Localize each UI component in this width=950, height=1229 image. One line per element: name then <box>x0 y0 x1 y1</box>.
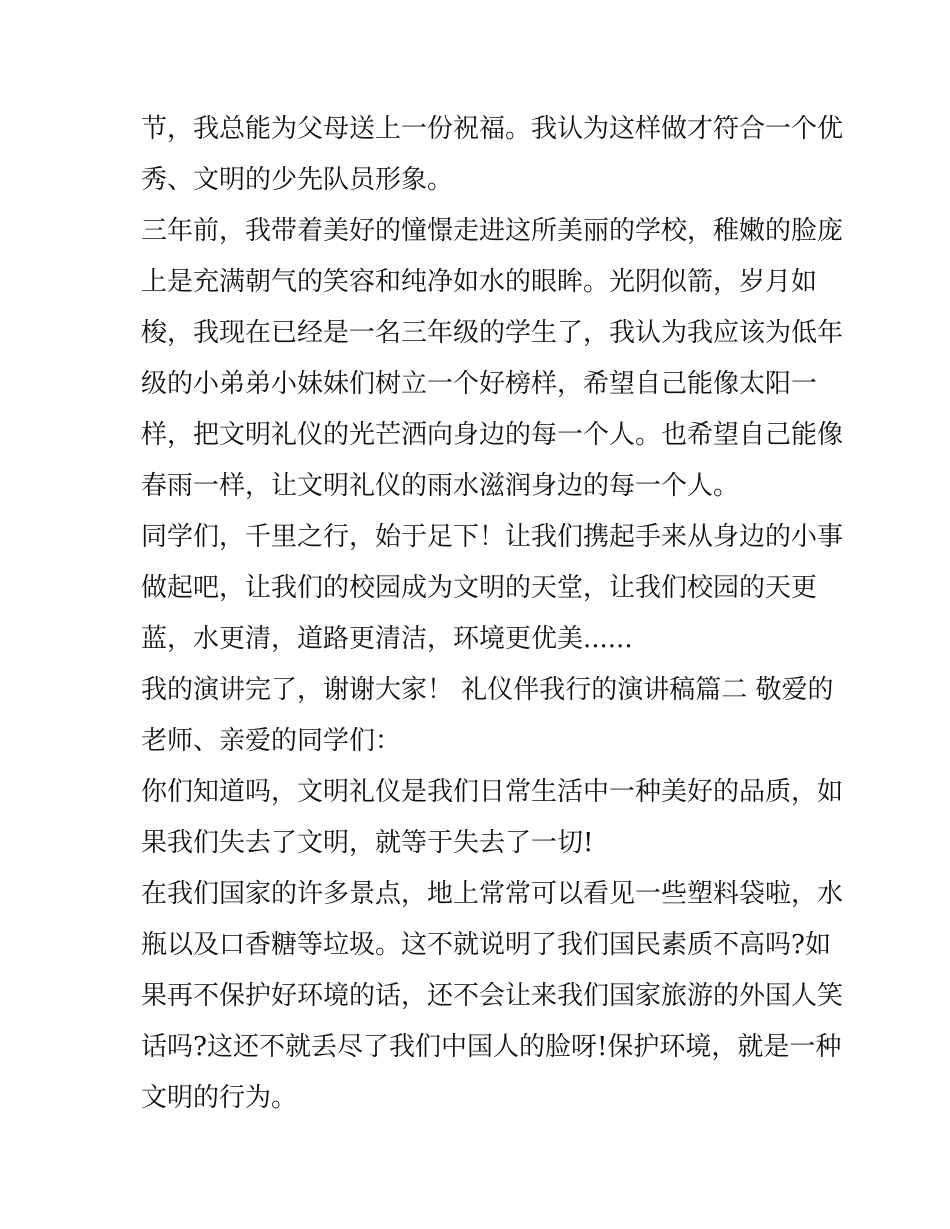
text-line: 瓶以及口香糖等垃圾。这不就说明了我们国民素质不高吗?如 <box>141 930 831 960</box>
document-body <box>141 104 844 1124</box>
text-line: 级的小弟弟小妹妹们树立一个好榜样，希望自己能像太阳一 <box>141 369 818 399</box>
text-line: 三年前，我带着美好的憧憬走进这所美丽的学校，稚嫩的脸庞 <box>141 216 844 246</box>
text-line: 样，把文明礼仪的光芒洒向身边的每一个人。也希望自己能像 <box>141 420 844 450</box>
text-line: 话吗?这还不就丢尽了我们中国人的脸呀!保护环境，就是一种 <box>141 1032 842 1062</box>
text-line: 同学们，千里之行，始于足下！让我们携起手来从身边的小事 <box>141 522 844 552</box>
text-line: 春雨一样，让文明礼仪的雨水滋润身边的每一个人。 <box>141 471 740 501</box>
text-line: 在我们国家的许多景点，地上常常可以看见一些塑料袋啦，水 <box>141 879 844 909</box>
text-line: 老师、亲爱的同学们： <box>141 726 402 756</box>
text-line: 秀、文明的少先队员形象。 <box>141 165 454 195</box>
text-line: 我的演讲完了，谢谢大家！ 礼仪伴我行的演讲稿篇二 敬爱的 <box>141 675 834 705</box>
text-line: 果再不保护好环境的话，还不会让来我们国家旅游的外国人笑 <box>141 981 844 1011</box>
text-line: 果我们失去了文明，就等于失去了一切! <box>141 828 594 858</box>
text-line: 梭，我现在已经是一名三年级的学生了，我认为我应该为低年 <box>141 318 844 348</box>
text-line: 你们知道吗，文明礼仪是我们日常生活中一种美好的品质，如 <box>141 777 844 807</box>
text-line: 蓝，水更清，道路更清洁，环境更优美...... <box>141 624 633 654</box>
text-line: 文明的行为。 <box>141 1083 298 1113</box>
text-line: 做起吧，让我们的校园成为文明的天堂，让我们校园的天更 <box>141 573 818 603</box>
text-line: 上是充满朝气的笑容和纯净如水的眼眸。光阴似箭，岁月如 <box>141 267 818 297</box>
text-line: 节，我总能为父母送上一份祝福。我认为这样做才符合一个优 <box>141 114 844 144</box>
